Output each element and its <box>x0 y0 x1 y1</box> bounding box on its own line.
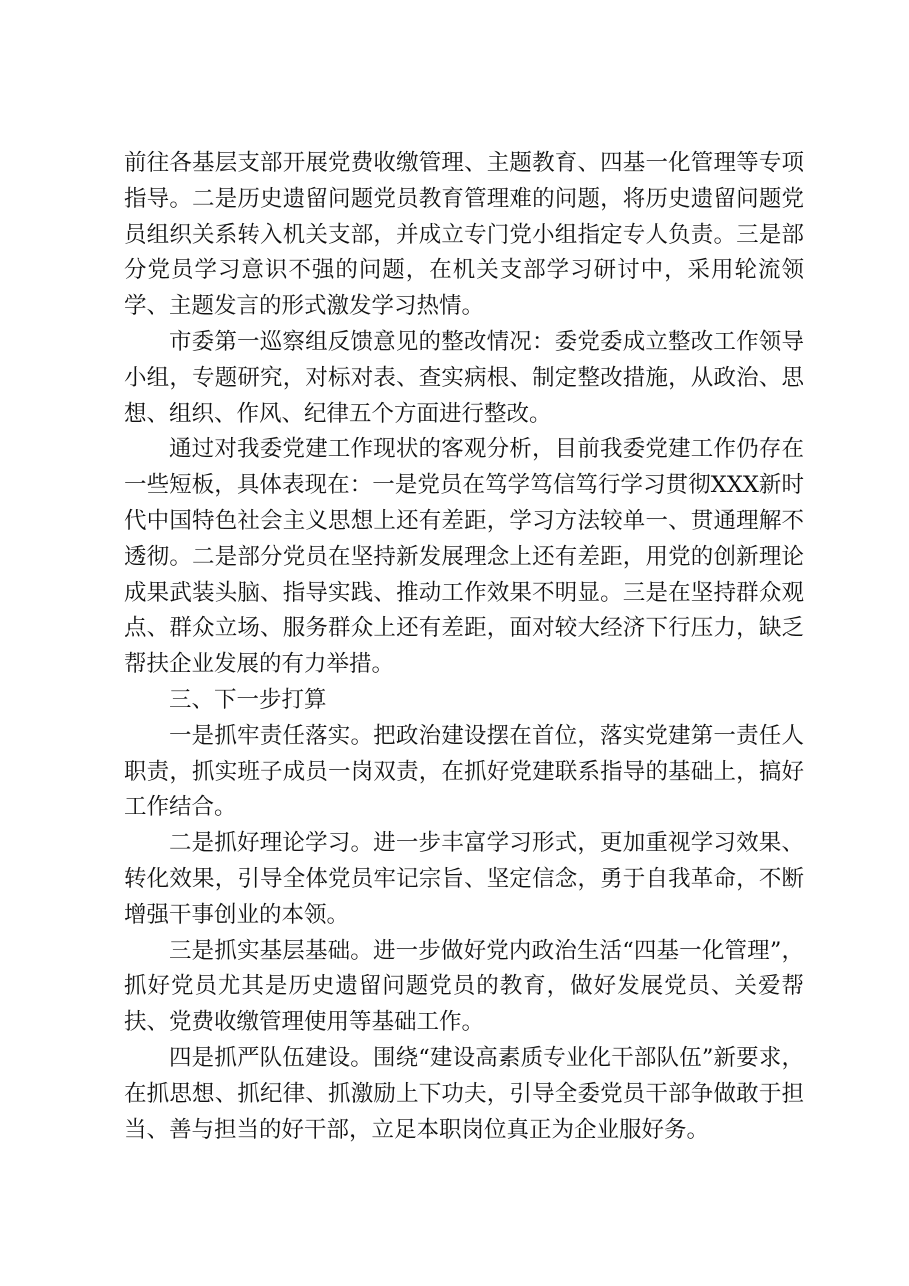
plan-paragraph-1: 一是抓牢责任落实。把政治建设摆在首位，落实党建第一责任人职责，抓实班子成员一岗双责，在抓好党建联系指导的基础上，搞好工作结合。 <box>124 722 804 821</box>
document-body <box>124 146 804 1148</box>
plan-paragraph-3: 三是抓实基层基础。进一步做好党内政治生活“四基一化管理”，抓好党员尤其是历史遗留问题党员的教育，做好发展党员、关爱帮扶、党费收缴管理使用等基础工作。 <box>124 937 804 1036</box>
paragraph-3: 通过对我委党建工作现状的客观分析，目前我委党建工作仍存在一些短板，具体表现在：一是党员在笃学笃信笃行学习贯彻XXX新时代中国特色社会主义思想上还有差距，学习方法较单一、贯通理解不透彻。二是部分党员在坚持新发展理念上还有差距，用党的创新理论成果武装头脑、指导实践、推动工作效果不明显。三是在坚持群众观点、群众立场、服务群众上还有差距，面对较大经济下行压力，缺乏帮扶企业发展的有力举措。 <box>124 436 804 678</box>
paragraph-2: 市委第一巡察组反馈意见的整改情况：委党委成立整改工作领导小组，专题研究，对标对表、查实病根、制定整改措施，从政治、思想、组织、作风、纪律五个方面进行整改。 <box>124 328 804 427</box>
plan-paragraph-2: 二是抓好理论学习。进一步丰富学习形式，更加重视学习效果、转化效果，引导全体党员牢记宗旨、坚定信念，勇于自我革命，不断增强干事创业的本领。 <box>124 830 804 928</box>
plan-paragraph-4: 四是抓严队伍建设。围绕“建设高素质专业化干部队伍”新要求，在抓思想、抓纪律、抓激励上下功夫，引导全委党员干部争做敢于担当、善与担当的好干部，立足本职岗位真正为企业服好务。 <box>124 1044 804 1143</box>
paragraph-1: 前往各基层支部开展党费收缴管理、主题教育、四基一化管理等专项指导。二是历史遗留问题党员教育管理难的问题，将历史遗留问题党员组织关系转入机关支部，并成立专门党小组指定专人负责。三是部分党员学习意识不强的问题，在机关支部学习研讨中，采用轮流领学、主题发言的形式激发学习热情。 <box>124 150 804 320</box>
section-heading: 三、下一步打算 <box>169 686 327 713</box>
